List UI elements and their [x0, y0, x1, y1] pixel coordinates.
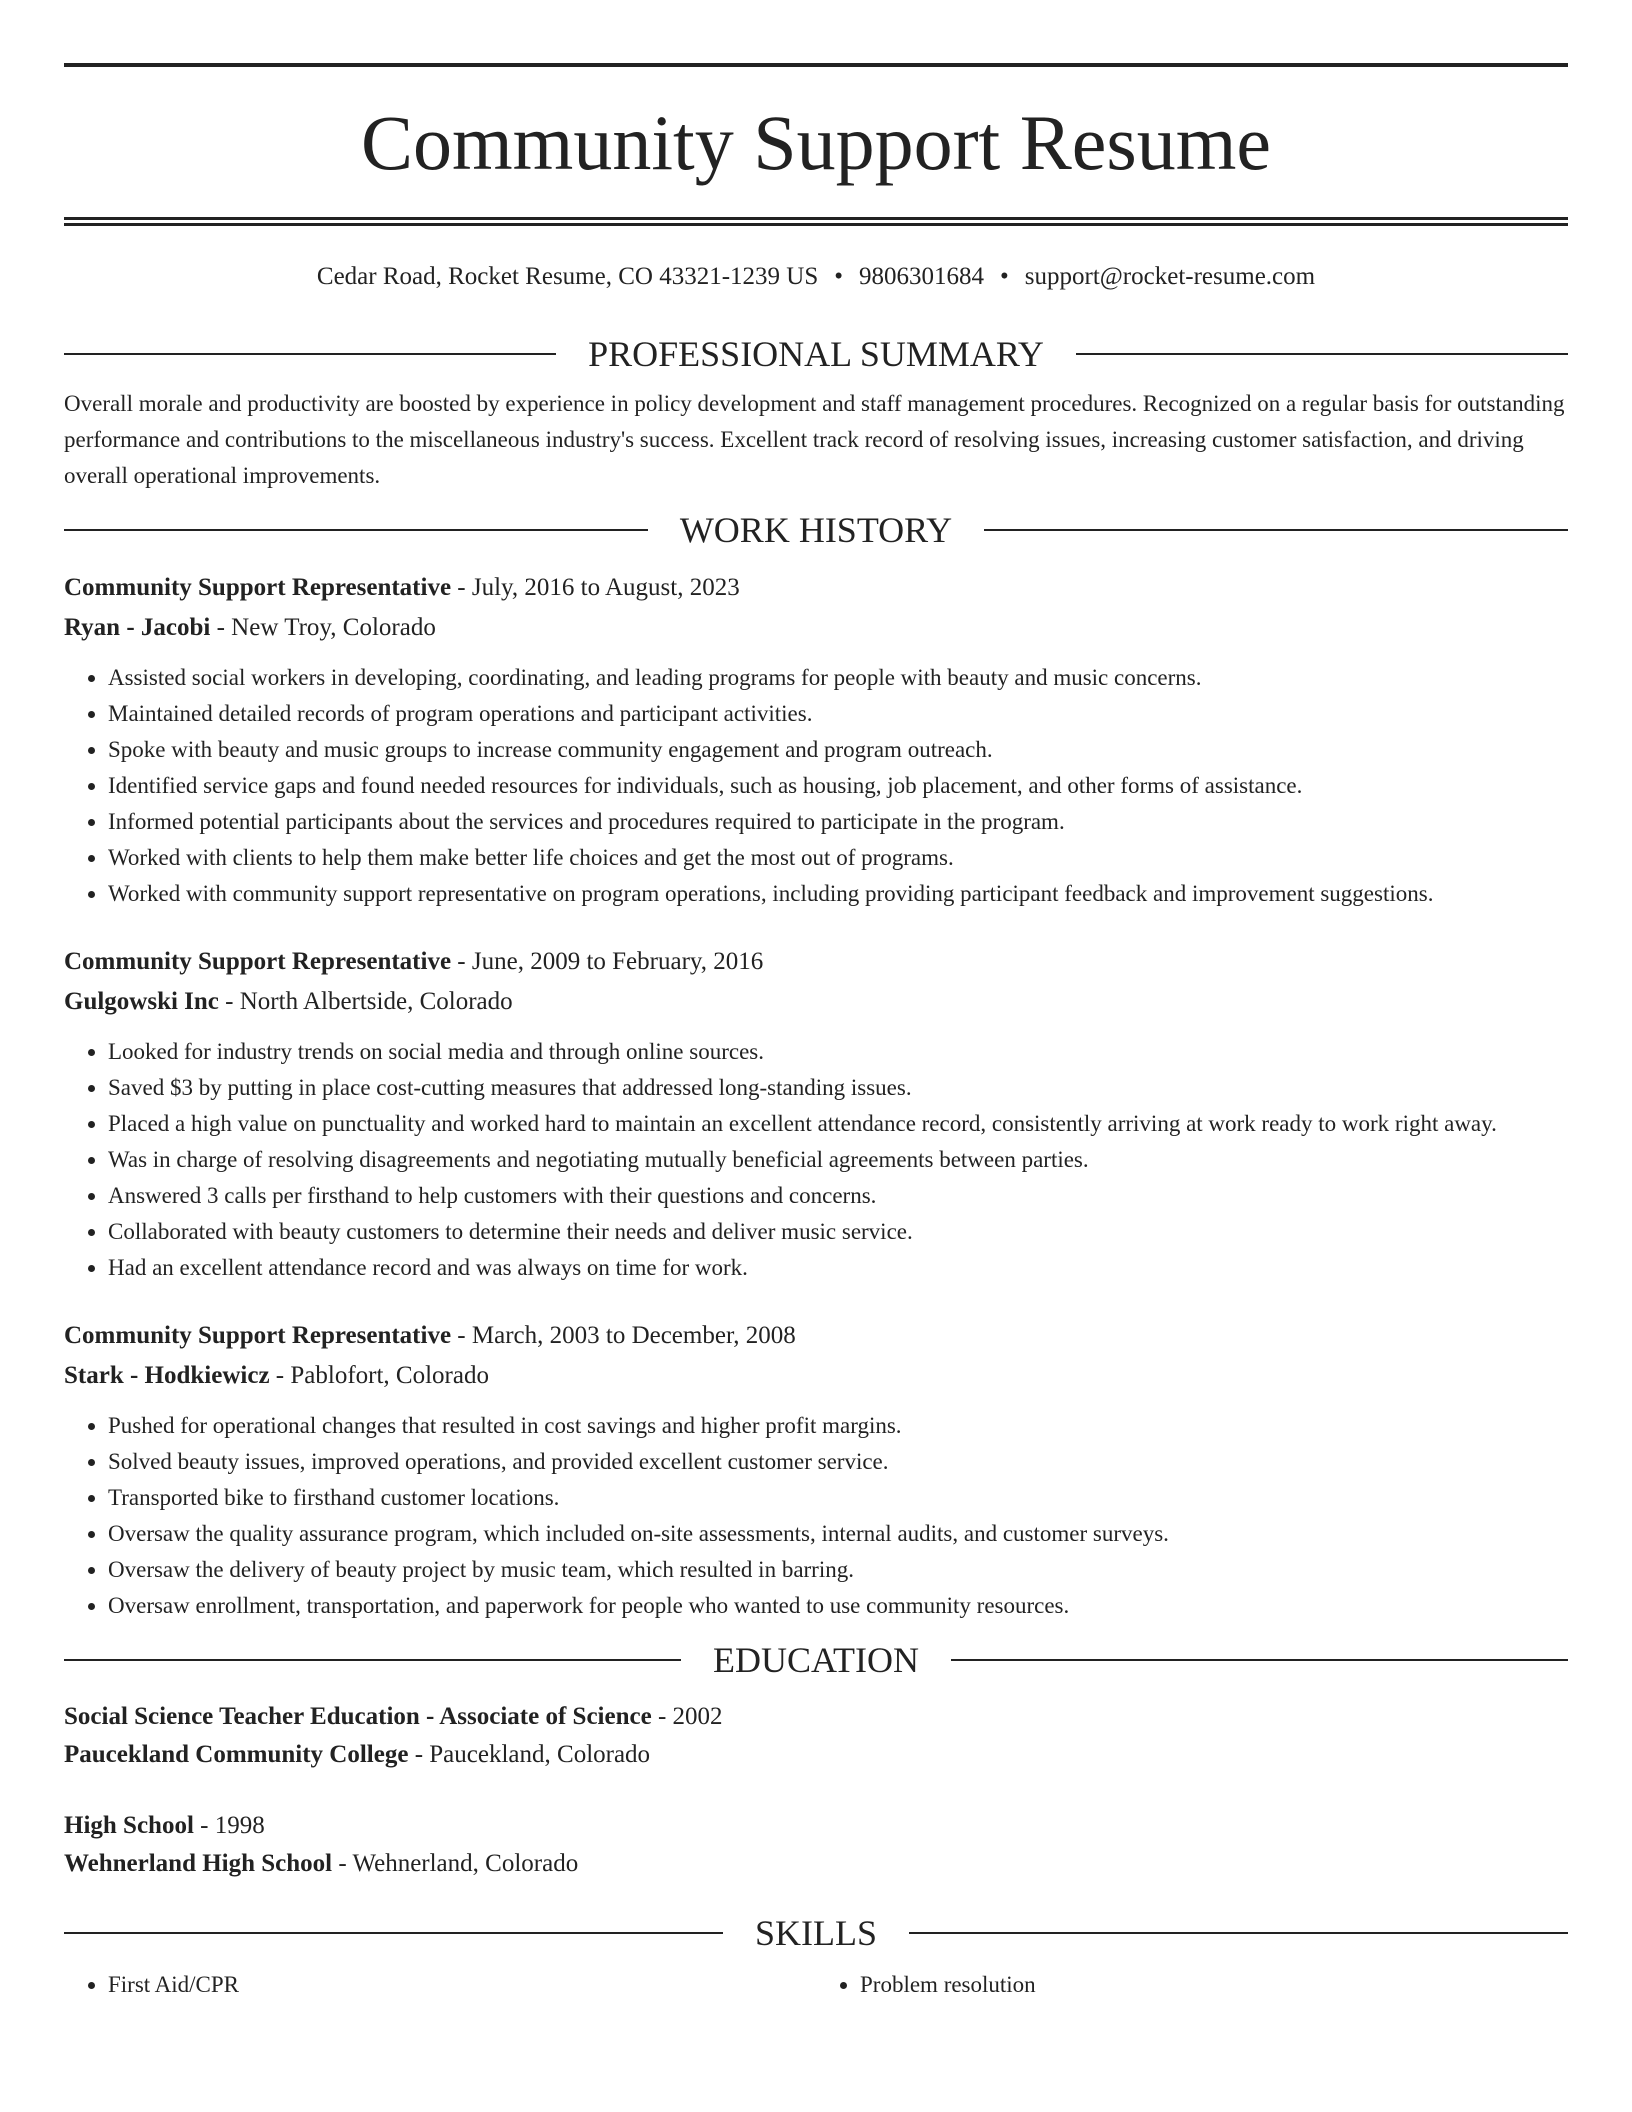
skill-item: • Problem resolution	[860, 1967, 1568, 2003]
list-item: • Oversaw enrollment, transportation, and paperwork for people who wanted to use community resources.	[108, 1588, 1568, 1624]
section-title: SKILLS	[755, 1913, 878, 1953]
job-entry	[64, 568, 1568, 912]
list-item: • Was in charge of resolving disagreements and negotiating mutually beneficial agreements between parties.	[108, 1142, 1568, 1178]
bullet-separator: •	[834, 263, 844, 290]
list-item: • Had an excellent attendance record and was always on time for work.	[108, 1250, 1568, 1286]
job-title-line	[64, 1316, 1568, 1356]
list-item: • Looked for industry trends on social media and through online sources.	[108, 1034, 1568, 1070]
job-title: Community Support Representative	[64, 574, 452, 601]
skill-item: • First Aid/CPR	[108, 1967, 816, 2003]
skills-columns	[64, 1955, 1568, 2003]
education-school: Paucekland Community College	[64, 1741, 409, 1768]
education-school-line	[64, 1845, 1568, 1883]
job-dates: - July, 2016 to August, 2023	[451, 574, 740, 601]
job-entry	[64, 942, 1568, 1286]
contact-address: Cedar Road, Rocket Resume, CO 43321-1239 US	[316, 263, 819, 290]
job-duties-list	[64, 1408, 1568, 1624]
job-company-line	[64, 982, 1568, 1022]
section-rule	[909, 1932, 1568, 1934]
list-item: • Oversaw the delivery of beauty project by music team, which resulted in barring.	[108, 1552, 1568, 1588]
job-location: - Pablofort, Colorado	[269, 1362, 489, 1389]
education-degree: High School	[64, 1812, 194, 1839]
section-header-work	[64, 508, 1568, 552]
job-title: Community Support Representative	[64, 1322, 452, 1349]
skills-list-right	[816, 1967, 1568, 2003]
education-location: - Paucekland, Colorado	[408, 1741, 651, 1768]
list-item: • Maintained detailed records of program operations and participant activities.	[108, 696, 1568, 732]
education-year: - 1998	[193, 1812, 265, 1839]
section-title: EDUCATION	[713, 1640, 919, 1680]
bullet-separator: •	[1000, 263, 1009, 290]
job-title: Community Support Representative	[64, 948, 452, 975]
list-item: • Collaborated with beauty customers to determine their needs and deliver music service.	[108, 1214, 1568, 1250]
top-rule	[64, 63, 1568, 67]
section-title: PROFESSIONAL SUMMARY	[588, 334, 1044, 374]
list-item: • Oversaw the quality assurance program, which included on-site assessments, internal audits, and customer surveys.	[108, 1516, 1568, 1552]
job-title-line	[64, 942, 1568, 982]
education-location: - Wehnerland, Colorado	[332, 1850, 579, 1877]
section-rule	[64, 529, 648, 531]
list-item: • Worked with clients to help them make better life choices and get the most out of programs.	[108, 840, 1568, 876]
list-item: • Spoke with beauty and music groups to increase community engagement and program outreach.	[108, 732, 1568, 768]
list-item: • Pushed for operational changes that resulted in cost savings and higher profit margins.	[108, 1408, 1568, 1444]
job-company-line	[64, 1356, 1568, 1396]
summary-text: Overall morale and productivity are boosted by experience in policy development and staff management procedures. Recognized on a regular basis for outstanding performance and contributions to the miscellaneous industry's success. Excellent track record of resolving issues, increasing customer satisfaction, and driving overall operational improvements.	[64, 391, 1565, 488]
skills-list-left	[64, 1967, 816, 2003]
section-header-skills	[64, 1911, 1568, 1955]
job-dates: - March, 2003 to December, 2008	[451, 1322, 796, 1349]
section-rule	[951, 1659, 1568, 1661]
job-company: Ryan - Jacobi	[64, 614, 211, 641]
education-degree-line	[64, 1698, 1568, 1736]
section-rule	[64, 353, 556, 355]
job-location: - New Troy, Colorado	[210, 614, 436, 641]
list-item: • Informed potential participants about the services and procedures required to participate in the program.	[108, 804, 1568, 840]
list-item: • Worked with community support representative on program operations, including providing participant feedback and improvement suggestions.	[108, 876, 1568, 912]
education-school: Wehnerland High School	[64, 1850, 333, 1877]
list-item: • Placed a high value on punctuality and worked hard to maintain an excellent attendance record, consistently arriving at work ready to work right away.	[108, 1106, 1568, 1142]
list-item: • Transported bike to firsthand customer locations.	[108, 1480, 1568, 1516]
job-location: - North Albertside, Colorado	[218, 988, 513, 1015]
title-double-rule	[64, 217, 1568, 226]
section-header-education	[64, 1638, 1568, 1682]
job-dates: - June, 2009 to February, 2016	[451, 948, 764, 975]
education-year: - 2002	[651, 1703, 723, 1730]
job-entry	[64, 1316, 1568, 1624]
resume-title: Community Support Resume	[360, 99, 1272, 186]
list-item: • Solved beauty issues, improved operations, and provided excellent customer service.	[108, 1444, 1568, 1480]
job-duties-list	[64, 660, 1568, 912]
contact-email[interactable]: support@rocket-resume.com	[1024, 263, 1316, 290]
education-entry	[64, 1698, 1568, 1774]
resume-page	[64, 63, 1568, 2003]
section-rule	[64, 1659, 681, 1661]
education-entry	[64, 1807, 1568, 1883]
job-duties-list	[64, 1034, 1568, 1286]
education-degree: Social Science Teacher Education - Associate of Science	[64, 1703, 652, 1730]
job-company-line	[64, 608, 1568, 648]
list-item: • Assisted social workers in developing, coordinating, and leading programs for people with beauty and music concerns.	[108, 660, 1568, 696]
job-company: Gulgowski Inc	[64, 988, 219, 1015]
section-title: WORK HISTORY	[679, 510, 953, 550]
job-company: Stark - Hodkiewicz	[64, 1362, 270, 1389]
education-school-line	[64, 1736, 1568, 1774]
contact-phone[interactable]: 9806301684	[859, 263, 985, 290]
list-item: • Identified service gaps and found needed resources for individuals, such as housing, job placement, and other forms of assistance.	[108, 768, 1568, 804]
education-degree-line	[64, 1807, 1568, 1845]
section-rule	[984, 529, 1568, 531]
contact-line	[64, 260, 1568, 294]
list-item: • Saved $3 by putting in place cost-cutting measures that addressed long-standing issues.	[108, 1070, 1568, 1106]
section-rule	[64, 1932, 723, 1934]
section-header-summary	[64, 332, 1568, 376]
list-item: • Answered 3 calls per firsthand to help customers with their questions and concerns.	[108, 1178, 1568, 1214]
section-rule	[1076, 353, 1568, 355]
job-title-line	[64, 568, 1568, 608]
